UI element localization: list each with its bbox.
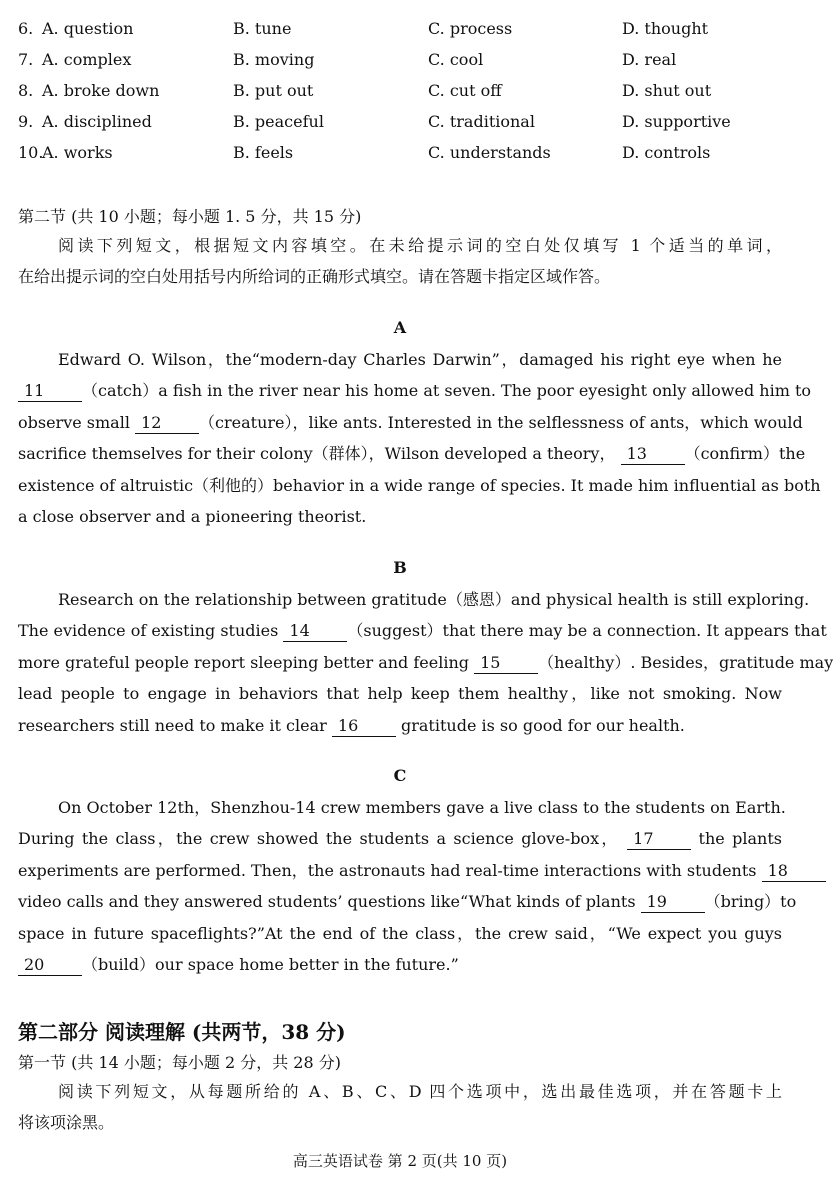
passage-line	[18, 647, 833, 678]
passage-title: A	[393, 318, 407, 337]
option-b: B. put out	[233, 81, 314, 100]
option-c: C. process	[428, 19, 513, 38]
line-text: （build）our space home better in the future.”	[82, 954, 459, 974]
passage-line: existence of altruistic（利他的）behavior in a wide range of species. It made him influential as both	[18, 475, 821, 495]
passage-line: Research on the relationship between gratitude（感恩）and physical health is still exploring.	[58, 590, 810, 609]
option-a: A. works	[42, 143, 113, 162]
option-a: A. question	[42, 19, 134, 38]
answer-blank[interactable]: 18	[762, 861, 826, 882]
passage-line	[18, 886, 797, 917]
answer-blank[interactable]: 12	[135, 413, 199, 434]
choice-row	[18, 18, 788, 49]
line-text: （healthy）. Besides，gratitude may	[538, 652, 833, 672]
line-text: （suggest）that there may be a connection. It appears that	[347, 621, 827, 641]
choice-row	[18, 80, 788, 111]
line-text: experiments are performed. Then，the astronauts had real-time interactions with students	[18, 860, 757, 880]
line-text: video calls and they answered students’ questions like“What kinds of plants	[18, 892, 636, 912]
part2-instructions	[18, 1076, 782, 1139]
instruction-line: 阅读下列短文，根据短文内容填空。在未给提示词的空白处仅填写 1 个适当的单词，	[58, 236, 782, 255]
option-b: B. feels	[233, 143, 294, 162]
passage-line	[18, 855, 788, 886]
passage-line	[18, 823, 782, 854]
question-number: 9.	[18, 112, 34, 131]
answer-blank[interactable]: 17	[627, 829, 691, 850]
line-text: （creature），like ants. Interested in the selflessness of ants，which would	[199, 412, 803, 432]
passage-line	[18, 615, 827, 646]
passage-title: C	[393, 766, 407, 785]
subsection-heading: 第一节 (共 14 小题；每小题 2 分，共 28 分)	[18, 1053, 341, 1072]
passage-line	[18, 438, 806, 469]
question-number: 10.	[18, 143, 44, 162]
instruction-line: 在给出提示词的空白处用括号内所给词的正确形式填空。请在答题卡指定区域作答。	[18, 267, 611, 287]
option-c: C. cut off	[428, 81, 502, 100]
line-text: sacrifice themselves for their colony（群体），Wilson developed a theory，	[18, 444, 616, 464]
line-text: （confirm）the	[684, 444, 806, 464]
passage-b	[18, 584, 833, 741]
line-text: more grateful people report sleeping better and feeling	[18, 652, 470, 672]
option-d: D. supportive	[622, 112, 731, 131]
option-d: D. real	[622, 50, 677, 69]
line-text: researchers still need to make it clear	[18, 715, 327, 735]
passage-title: B	[393, 558, 407, 577]
answer-blank[interactable]: 11	[18, 381, 82, 402]
answer-blank[interactable]: 20	[18, 955, 82, 976]
option-a: A. broke down	[42, 81, 160, 100]
option-c: C. traditional	[428, 112, 535, 131]
page-footer: 高三英语试卷 第 2 页(共 10 页)	[292, 1152, 508, 1170]
choice-row	[18, 49, 788, 80]
section-heading: 第二节 (共 10 小题；每小题 1. 5 分，共 15 分)	[18, 207, 362, 226]
option-c: C. cool	[428, 50, 484, 69]
option-d: D. controls	[622, 143, 711, 162]
option-b: B. tune	[233, 19, 292, 38]
answer-blank[interactable]: 16	[332, 716, 396, 737]
option-d: D. thought	[622, 19, 709, 38]
instruction-line: 阅读下列短文，从每题所给的 A、B、C、D 四个选项中，选出最佳选项，并在答题卡上	[58, 1082, 782, 1101]
answer-blank[interactable]: 14	[283, 621, 347, 642]
line-text: observe small	[18, 412, 130, 432]
passage-line: lead people to engage in behaviors that help keep them healthy，like not smoking. Now	[18, 684, 782, 704]
line-text: （catch）a fish in the river near his home at seven. The poor eyesight only allowed him to	[82, 381, 812, 401]
question-number: 7.	[18, 50, 34, 69]
part-heading: 第二部分 阅读理解 (共两节，38 分)	[18, 1020, 346, 1044]
line-text: gratitude is so good for our health.	[400, 715, 685, 735]
passage-line: space in future spaceflights?”At the end of the class，the crew said，“We expect you guys	[18, 923, 782, 943]
passage-line: a close observer and a pioneering theorist.	[18, 506, 367, 526]
line-text: （bring）to	[704, 892, 797, 912]
option-c: C. understands	[428, 143, 551, 162]
choice-row	[18, 142, 788, 173]
instruction-line: 将该项涂黑。	[18, 1113, 115, 1133]
option-b: B. moving	[233, 50, 315, 69]
passage-c	[18, 792, 797, 980]
passage-line	[18, 710, 782, 741]
choice-row	[18, 111, 788, 142]
option-b: B. peaceful	[233, 112, 324, 131]
answer-blank[interactable]: 13	[621, 444, 685, 465]
passage-line: On October 12th，Shenzhou-14 crew members gave a live class to the students on Earth.	[58, 798, 786, 817]
passage-line	[18, 949, 782, 980]
passage-line	[18, 375, 812, 406]
line-text: The evidence of existing studies	[18, 621, 279, 641]
line-text: During the class，the crew showed the students a science glove-box，	[18, 829, 620, 849]
passage-line: Edward O. Wilson，the“modern-day Charles Darwin”，damaged his right eye when he	[58, 350, 782, 369]
question-number: 6.	[18, 19, 34, 38]
question-number: 8.	[18, 81, 34, 100]
passage-a	[18, 344, 821, 532]
line-text: the plants	[698, 829, 782, 849]
answer-blank[interactable]: 19	[641, 892, 705, 913]
choice-grid	[18, 18, 788, 173]
answer-blank[interactable]: 15	[474, 653, 538, 674]
passage-line	[18, 407, 803, 438]
section-instructions	[18, 230, 782, 293]
option-d: D. shut out	[622, 81, 712, 100]
option-a: A. complex	[42, 50, 132, 69]
option-a: A. disciplined	[42, 112, 152, 131]
